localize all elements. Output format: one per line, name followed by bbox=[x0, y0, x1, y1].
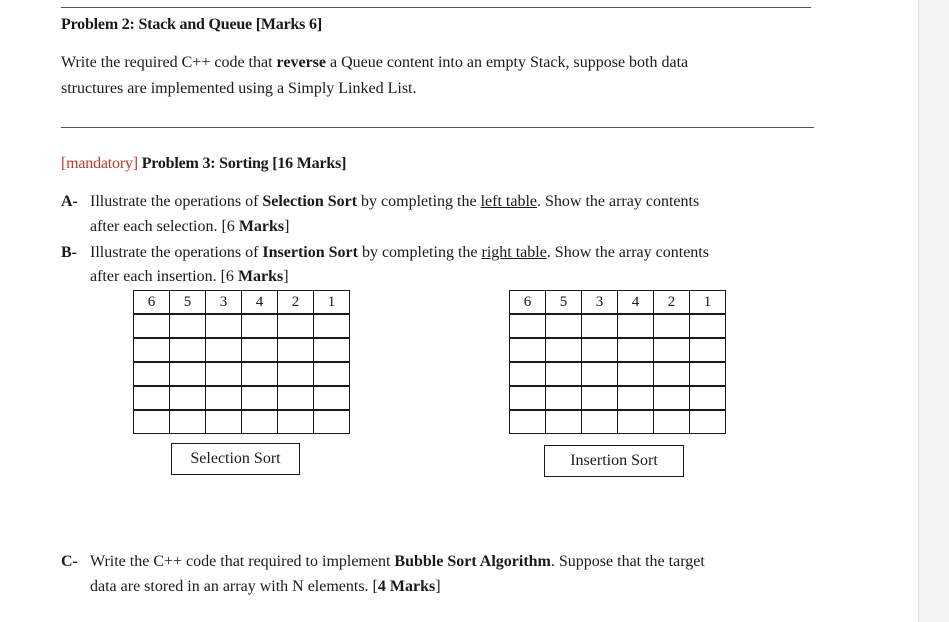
table-row[interactable] bbox=[134, 362, 350, 386]
section-divider bbox=[61, 127, 814, 128]
selection-header-row bbox=[134, 291, 350, 315]
item-b-line2: after each insertion. [6 Marks] bbox=[90, 268, 289, 285]
table-cell: 5 bbox=[546, 291, 582, 315]
table-cell: 2 bbox=[654, 291, 690, 315]
table-row[interactable] bbox=[134, 314, 350, 338]
side-panel bbox=[918, 0, 949, 622]
table-cell: 3 bbox=[206, 291, 242, 315]
table-row[interactable] bbox=[510, 314, 726, 338]
table-row[interactable] bbox=[510, 410, 726, 434]
table-row[interactable] bbox=[134, 338, 350, 362]
table-cell: 1 bbox=[690, 291, 726, 315]
item-b-letter: B- bbox=[61, 244, 77, 261]
insertion-sort-caption: Insertion Sort bbox=[544, 445, 684, 477]
table-cell: 2 bbox=[278, 291, 314, 315]
table-row[interactable] bbox=[134, 386, 350, 410]
item-b-line1: Illustrate the operations of Insertion Sort by completing the right table. Show the array contents bbox=[90, 244, 709, 261]
item-c-letter: C- bbox=[61, 553, 78, 570]
table-cell: 4 bbox=[242, 291, 278, 315]
item-a-line1: Illustrate the operations of Selection Sort by completing the left table. Show the array contents bbox=[90, 193, 700, 210]
insertion-sort-table bbox=[509, 290, 726, 434]
table-row[interactable] bbox=[134, 410, 350, 434]
table-cell: 3 bbox=[582, 291, 618, 315]
item-a-letter: A- bbox=[61, 193, 78, 210]
problem3-title: [mandatory] Problem 3: Sorting [16 Marks] bbox=[61, 155, 347, 172]
problem2-line2: structures are implemented using a Simply Linked List. bbox=[61, 80, 417, 97]
table-cell: 4 bbox=[618, 291, 654, 315]
table-row[interactable] bbox=[510, 338, 726, 362]
item-c-line2: data are stored in an array with N elements. [4 Marks] bbox=[90, 578, 441, 595]
selection-sort-table bbox=[133, 290, 350, 434]
mandatory-tag: [mandatory] bbox=[61, 155, 138, 172]
table-cell: 5 bbox=[170, 291, 206, 315]
table-row[interactable] bbox=[510, 386, 726, 410]
selection-sort-caption: Selection Sort bbox=[171, 443, 300, 475]
insertion-header-row bbox=[510, 291, 726, 315]
table-row[interactable] bbox=[510, 362, 726, 386]
item-c-line1: Write the C++ code that required to implement Bubble Sort Algorithm. Suppose that the target bbox=[90, 553, 705, 570]
table-cell: 6 bbox=[510, 291, 546, 315]
top-divider bbox=[61, 7, 811, 8]
table-cell: 1 bbox=[314, 291, 350, 315]
problem2-title: Problem 2: Stack and Queue [Marks 6] bbox=[61, 16, 322, 33]
problem2-line1: Write the required C++ code that reverse a Queue content into an empty Stack, suppose both data bbox=[61, 54, 689, 71]
item-a-line2: after each selection. [6 Marks] bbox=[90, 218, 290, 235]
table-cell: 6 bbox=[134, 291, 170, 315]
